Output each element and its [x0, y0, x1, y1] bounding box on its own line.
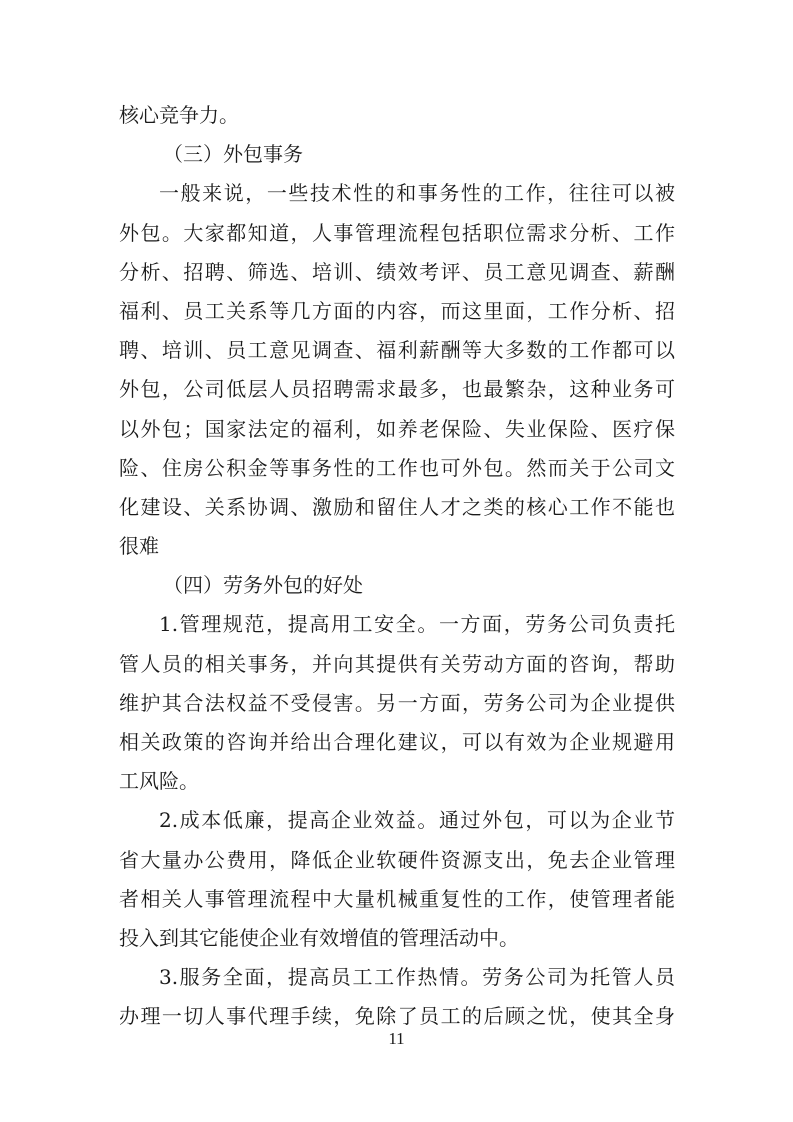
body-text [119, 96, 675, 1037]
section-heading: （三）外包事务 [163, 142, 303, 167]
text-line: 相关政策的咨询并给出合理化建议，可以有效为企业规避用 [119, 730, 675, 754]
text-line: 福利、员工关系等几方面的内容，而这里面，工作分析、招 [119, 298, 675, 323]
text-line: 外包，公司低层人员招聘需求最多，也最繁杂，这种业务可 [119, 377, 675, 402]
text-line: 办理一切人事代理手续，免除了员工的后顾之忧，使其全身 [119, 1004, 675, 1029]
text-line: 很难 [119, 534, 159, 559]
section-heading: （四）劳务外包的好处 [163, 573, 363, 598]
text-line: 者相关人事管理流程中大量机械重复性的工作，使管理者能 [119, 886, 675, 911]
text-line: 聘、培训、员工意见调查、福利薪酬等大多数的工作都可以 [119, 338, 675, 363]
text-line: 工风险。 [119, 769, 199, 794]
text-line: 以外包；国家法定的福利，如养老保险、失业保险、医疗保 [119, 416, 675, 441]
text-line: 管人员的相关事务，并向其提供有关劳动方面的咨询，帮助 [119, 651, 675, 676]
paragraph-first-line: 一般来说，一些技术性的和事务性的工作，往往可以被 [159, 181, 675, 206]
text-line: 外包。大家都知道，人事管理流程包括职位需求分析、工作 [119, 220, 675, 245]
text-line: 核心竞争力。 [119, 103, 239, 127]
text-line: 分析、招聘、筛选、培训、绩效考评、员工意见调查、薪酬 [119, 259, 675, 284]
paragraph-first-line: 1.管理规范，提高用工安全。一方面，劳务公司负责托 [159, 612, 675, 637]
text-line: 投入到其它能使企业有效增值的管理活动中。 [119, 925, 519, 950]
page-number: 11 [388, 1029, 405, 1048]
text-line: 化建设、关系协调、激励和留住人才之类的核心工作不能也 [119, 494, 675, 519]
text-line: 省大量办公费用，降低企业软硬件资源支出，免去企业管理 [119, 847, 675, 872]
text-line: 险、住房公积金等事务性的工作也可外包。然而关于公司文 [119, 455, 675, 480]
paragraph-first-line: 3.服务全面，提高员工工作热情。劳务公司为托管人员 [159, 965, 675, 990]
text-line: 维护其合法权益不受侵害。另一方面，劳务公司为企业提供 [119, 690, 675, 715]
paragraph-first-line: 2.成本低廉，提高企业效益。通过外包，可以为企业节 [159, 808, 675, 833]
